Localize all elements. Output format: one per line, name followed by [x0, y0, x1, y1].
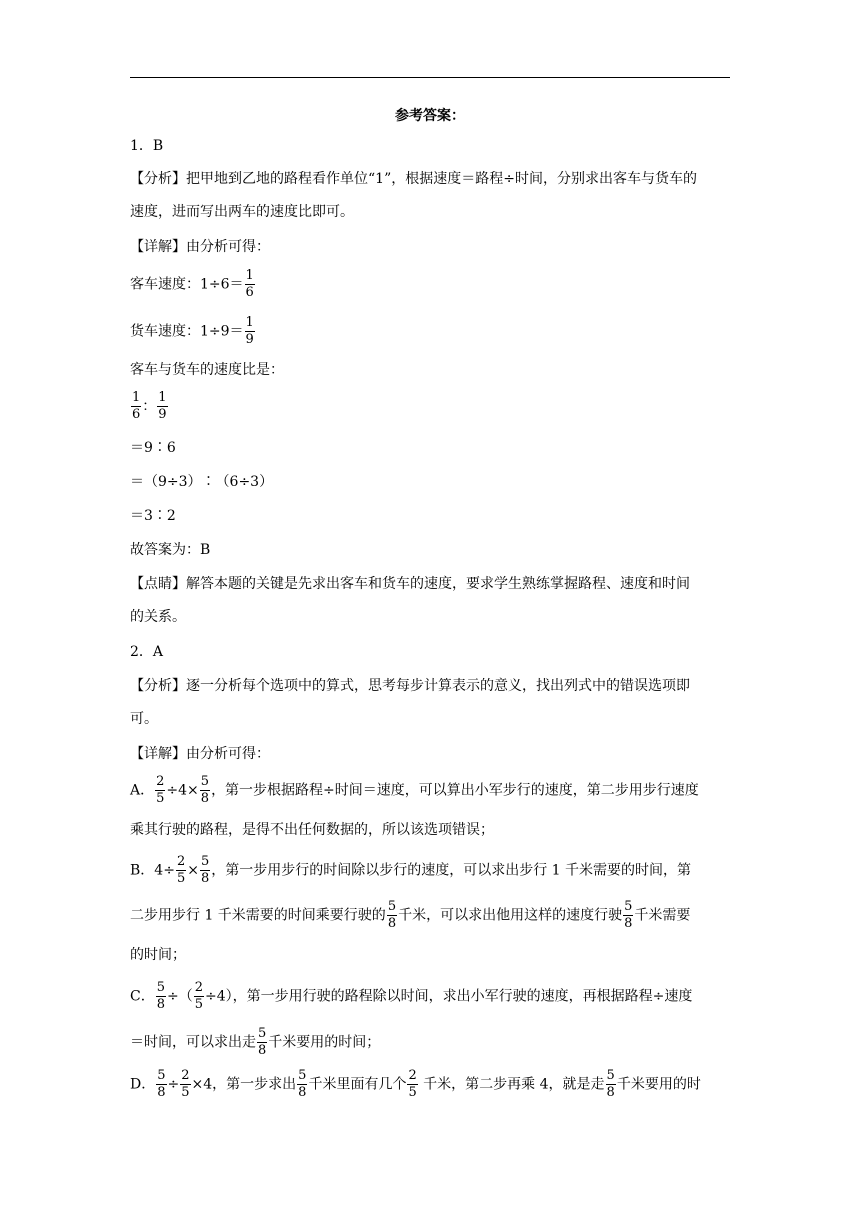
option-b-text-2a: 二步用步行 1 千米需要的时间乘要行驶的	[130, 907, 386, 924]
fraction: $\frac{5}{8}$	[200, 774, 210, 806]
option-c-text-2a: ＝时间，可以求出走	[130, 1034, 256, 1051]
fraction: $\frac{2}{5}$	[176, 854, 186, 886]
option-d-operator: ÷	[167, 1076, 180, 1093]
fraction: $\frac{1}{6}$	[132, 390, 141, 422]
option-c-prefix: C．	[130, 988, 155, 1005]
option-c-text: ，第一步用行驶的路程除以时间，求出小军行驶的速度，再根据路程÷速度	[232, 988, 693, 1005]
option-d-text-1d: 千米要用的时	[616, 1076, 701, 1093]
fraction: $\frac{5}{8}$	[200, 854, 210, 886]
fraction: $\frac{2}{5}$	[156, 774, 165, 806]
q1-bus-speed	[130, 268, 730, 301]
option-b-text-2b: 千米，可以求出他用这样的速度行驶	[398, 907, 623, 924]
fraction: $\frac{5}{8}$	[387, 899, 397, 931]
q1-truck-speed	[130, 315, 730, 348]
option-d-text-1c: 千米，第二步再乘 4，就是走	[418, 1076, 605, 1093]
header-rule	[130, 77, 730, 78]
option-b-operator: ×	[187, 862, 199, 879]
q2-detail-heading: 【详解】由分析可得：	[130, 746, 270, 762]
q1-comment-line2: 的关系。	[130, 609, 186, 625]
option-d-text-1a: ，第一步求出	[212, 1076, 297, 1093]
q1-step3: ＝（9÷3）∶（6÷3）	[130, 474, 274, 490]
q1-truck-speed-label: 货车速度：1÷9＝	[130, 323, 244, 340]
q1-ratio-label: 客车与货车的速度比是：	[130, 362, 284, 378]
option-c-operator: ÷（	[167, 988, 193, 1005]
option-a-text: ，第一步根据路程÷时间＝速度，可以算出小军步行的速度，第二步用步行速度	[211, 782, 699, 799]
option-a-prefix: A．	[130, 782, 155, 799]
option-b-text-2c: 千米需要	[634, 907, 691, 924]
q1-bus-speed-label: 客车速度：1÷6＝	[130, 276, 244, 293]
ratio-colon: ：	[142, 398, 157, 415]
q2-analysis-line1: 【分析】逐一分析每个选项中的算式，思考每步计算表示的意义，找出列式中的错误选项即	[130, 678, 690, 694]
q2-label: 2．A	[130, 644, 164, 660]
fraction: $\frac{1}{9}$	[158, 390, 167, 422]
q1-ratio-expression	[130, 390, 730, 423]
fraction: $\frac{2}{5}$	[194, 980, 204, 1012]
q1-analysis-line2: 速度，进而写出两车的速度比即可。	[130, 204, 354, 220]
q2-option-a-line1	[130, 774, 730, 807]
fraction: $\frac{5}{8}$	[606, 1068, 615, 1100]
option-a-operator: ÷4×	[166, 782, 199, 799]
q1-analysis-line1: 【分析】把甲地到乙地的路程看作单位“1”，根据速度＝路程÷时间，分别求出客车与货车的	[130, 171, 697, 187]
q1-detail-heading: 【详解】由分析可得：	[130, 239, 270, 255]
option-c-text-2b: 千米要用的时间；	[268, 1034, 381, 1051]
fraction: $\frac{1}{9}$	[245, 315, 254, 347]
q1-comment-line1: 【点睛】解答本题的关键是先求出客车和货车的速度，要求学生熟练掌握路程、速度和时间	[130, 576, 690, 592]
option-d-text-1b: 千米里面有几个	[308, 1076, 407, 1093]
fraction: $\frac{5}{8}$	[258, 1026, 267, 1058]
option-c-operator-2: ÷4）	[205, 988, 233, 1005]
q2-option-b-line3: 的时间；	[130, 947, 186, 963]
q1-answer: 故答案为：B	[130, 542, 211, 558]
page-title: 参考答案：	[395, 108, 465, 124]
option-b-text: ，第一步用步行的时间除以步行的速度，可以求出步行 1 千米需要的时间，第	[211, 862, 692, 879]
q2-option-b-line1	[130, 854, 730, 887]
fraction: $\frac{5}{8}$	[156, 980, 165, 1012]
fraction: $\frac{5}{8}$	[157, 1068, 166, 1100]
q1-step4: ＝3∶2	[130, 508, 176, 524]
fraction: $\frac{5}{8}$	[298, 1068, 307, 1100]
option-d-operator-2: ×4	[191, 1076, 213, 1093]
q2-option-d-line1	[130, 1068, 730, 1101]
q2-option-c-line1	[130, 980, 730, 1013]
q2-option-a-line2: 乘其行驶的路程，是得不出任何数据的，所以该选项错误；	[130, 822, 494, 838]
fraction: $\frac{5}{8}$	[624, 899, 633, 931]
fraction: $\frac{2}{5}$	[181, 1068, 190, 1100]
q1-step2: ＝9∶6	[130, 440, 176, 456]
q2-analysis-line2: 可。	[130, 711, 158, 727]
q2-option-c-line2	[130, 1026, 730, 1059]
fraction: $\frac{2}{5}$	[408, 1068, 417, 1100]
fraction: $\frac{1}{6}$	[245, 268, 254, 300]
q1-label: 1．B	[130, 138, 164, 154]
q2-option-b-line2	[130, 899, 730, 932]
option-d-prefix: D．	[130, 1076, 156, 1093]
option-b-prefix: B．4÷	[130, 862, 175, 879]
